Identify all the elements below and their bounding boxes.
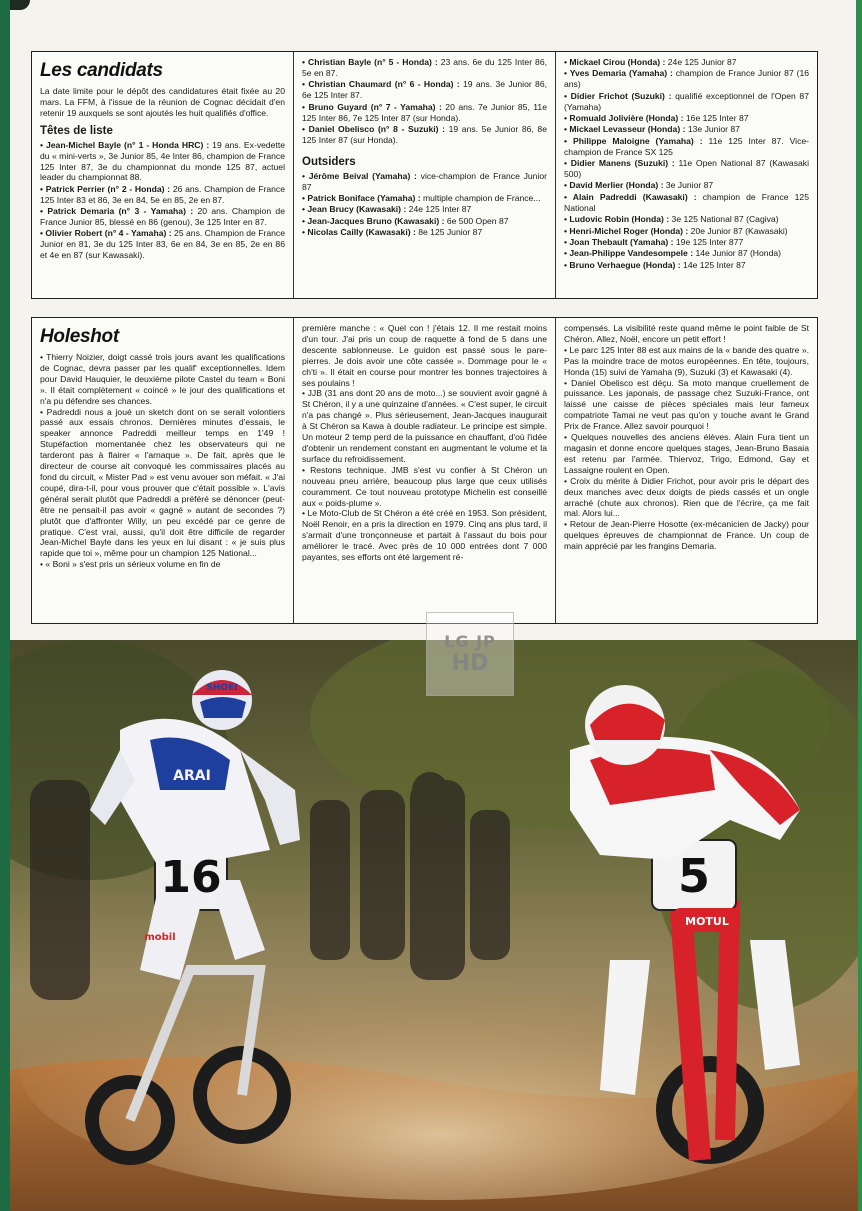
- tetes-de-liste-title: Têtes de liste: [40, 124, 113, 137]
- rider-right-plate-number: 5: [677, 849, 711, 903]
- rider-left-plate-text: mobil: [144, 932, 176, 943]
- outsider-entry: • Nicolas Cailly (Kawasaki) : 8e 125 Junior 87: [302, 227, 483, 238]
- tete-entry: • Daniel Obelisco (n° 8 - Suzuki) : 19 ans. 5e Junior 86, 8e 125 Inter 87 (sur Honda).: [302, 123, 547, 145]
- tete-entry: • Christian Chaumard (n° 6 - Honda) : 19 ans. 3e Junior 86, 6e 125 Inter 87.: [302, 79, 547, 101]
- holeshot-column-2: [293, 318, 555, 623]
- candidats-title: Les candidats: [40, 60, 163, 81]
- candidats-column-2: [293, 52, 555, 298]
- outsider-entry: • Alain Padreddi (Kawasaki) : champion de France 125 National: [564, 191, 809, 213]
- rider-right-fender-text: MOTUL: [685, 915, 729, 928]
- tete-entry: • Bruno Guyard (n° 7 - Yamaha) : 20 ans. 7e Junior 85, 11e 125 Inter 86, 7e 125 Inter 87 (sur Honda).: [302, 101, 547, 123]
- holeshot-paragraph: • JJB (31 ans dont 20 ans de moto...) se souvient avoir gagné à St Chéron, il y a une quinzaine d'années. « C'est super, le circuit n'a pas changé ». Plus sérieusement, Jean-Jacques inaugurait à St Chéron sa Kawa à double radiateur. Le principe est simple. Un moteur 2 temp perd de la puissance en chauffant, d'où l'idée d'obtenir un rendement constant en augmentant le volume et la surface du refroidissement.: [302, 388, 548, 464]
- rider-right-jersey-text: HONDA: [636, 775, 704, 794]
- holeshot-paragraph: • Quelques nouvelles des anciens élèves. Alain Fura tient un magasin et donne encore quelques stages, Jean-Bruno Basaia est retenu par l'armée. Thiervoz, Trigo, Edmond, Gay et Lassaigne roulent en Open.: [564, 432, 809, 475]
- holeshot-paragraph: première manche : « Quel con ! j'étais 12. Il me restait moins d'un tour. J'ai pris un coup de raquette à fond de 5 dans une descente sablonneuse. Le guidon est passé sous le pare-pierres. Je dois avoir une côte cassée ». Dommage pour le « ch'ti ». Il était en course pour montrer les bonnes trajectoires à ses poulains !: [302, 323, 547, 388]
- holeshot-paragraph: • Croix du mérite à Didier Frichot, pour avoir pris le départ des deux manches avec deux doigts de pieds cassés et un ongle arraché (chute aux chronos). Rien que de l'écrire, ça me fait mal. Alors lui...: [564, 475, 809, 519]
- holeshot-box: [31, 317, 818, 624]
- holeshot-paragraph: • Retour de Jean-Pierre Hosotte (ex-mécanicien de Jacky) pour quelques épreuves de championnat de France. Un coup de main apprécié par les frangins Demaria.: [564, 519, 809, 552]
- outsider-entry: • Ludovic Robin (Honda) : 3e 125 National 87 (Cagiva): [564, 214, 779, 225]
- outsider-entry: • Joan Thebault (Yamaha) : 19e 125 Inter 877: [564, 237, 744, 247]
- tete-entry: • Jean-Michel Bayle (n° 1 - Honda HRC) : 19 ans. Ex-vedette du « mini-verts », 3e Junior 85, 4e Inter 86, champion de France 125 Inter 87, 3e du championnat du monde 125 87, actuel leader du championnat 88.: [40, 139, 286, 183]
- outsider-entry: • Romuald Jolivière (Honda) : 16e 125 Inter 87: [564, 113, 749, 124]
- holeshot-paragraph: • Le parc 125 Inter 88 est aux mains de la « bande des quatre ». Pas la moindre trace de motos européennes. En tête, toujours, Honda (15) suivi de Yamaha (9), Suzuki (3) et Kawasaki (4).: [564, 344, 809, 377]
- outsider-entry: • Jean-Jacques Bruno (Kawasaki) : 6e 500 Open 87: [302, 215, 509, 226]
- outsider-entry: • Mickael Cirou (Honda) : 24e 125 Junior 87: [564, 57, 737, 67]
- tete-entry: • Christian Bayle (n° 5 - Honda) : 23 ans. 6e du 125 Inter 86, 5e en 87.: [302, 57, 547, 78]
- outsider-entry: • Philippe Maloigne (Yamaha) : 11e 125 Inter 87. Vice-champion de France SX 125: [564, 135, 810, 157]
- rider-left-helmet-text: SHOEI: [206, 683, 238, 693]
- outsider-entry: • Henri-Michel Roger (Honda) : 20e Junior 87 (Kawasaki): [564, 225, 788, 236]
- holeshot-paragraph: • Padreddi nous a joué un sketch dont on se serait volontiers passé aux essais chronos. Dernières minutes d'essais, le speaker annonce Padreddi meilleur temps en 1'49 ! Stupéfaction momentanée chez les observateurs qui ne tarderont pas à flairer « l'arnaque ». De fait, après que le directeur de course ait convoqué les commissaires placés au fond du circuit, « Mister Pad » est venu avouer son méfait. « J'ai coupé, dira-t-il, pour vous prouver que c'était possible ». L'avis général serait plutôt que Padreddi a préféré se dénoncer (peut-être ne pensait-il pas avoir « gagné » autant de secondes ?) plutôt que d'affronter Willy, un peu excédé par ce genre de pratique. C'est vrai, aussi, qu'il doit être difficile de regarder Jean-Michel Bayle dans les yeux en lui disant : « je suis plus rapide que toi », même pour un champion 125 National...: [40, 406, 285, 559]
- outsider-entry: • Patrick Boniface (Yamaha) : multiple champion de France...: [302, 193, 541, 204]
- page-edge-left: [0, 0, 10, 1211]
- outsider-entry: • Didier Manens (Suzuki) : 11e Open National 87 (Kawasaki 500): [564, 158, 809, 180]
- tete-entry: • Patrick Demaria (n° 3 - Yamaha) : 20 ans. Champion de France Junior 85, blessé en 86 (genou), 3e 125 Inter en 87.: [40, 206, 285, 228]
- outsider-entry: • Didier Frichot (Suzuki) : qualifié exceptionnel de l'Open 87 (Yamaha): [564, 90, 809, 112]
- tete-entry: • Patrick Perrier (n° 2 - Honda) : 26 ans. Champion de France 125 Inter 83 et 86, 3e en 84, 5e en 85, 2e en 87.: [40, 183, 286, 205]
- outsider-entry: • Mickael Levasseur (Honda) : 13e Junior 87: [564, 124, 740, 135]
- rider-left-plate-number: 16: [160, 852, 222, 903]
- outsider-entry: • Bruno Verhaegue (Honda) : 14e 125 Inter 87: [564, 259, 746, 270]
- outsider-entry: • Jean-Philippe Vandesompele : 14e Junior 87 (Honda): [564, 248, 781, 259]
- holeshot-paragraph: • Restons technique. JMB s'est vu confier à St Chéron un nouveau pneu arrière, beaucoup plus large que ceux utilisés couramment. Ce tout nouveau prototype Michelin est conseillé aux « poids-plume ».: [302, 464, 547, 508]
- rider-left-jersey-text: ARAI: [173, 768, 211, 784]
- tete-entry: • Olivier Robert (n° 4 - Yamaha) : 25 ans. Champion de France Junior en 81, 3e du 125 Inter 83, 6e en 84, 3e en 85, 2e en 86 et 4e en 87 (sur Kawasaki).: [40, 228, 285, 261]
- holeshot-paragraph: compensés. La visibilité reste quand même le point faible de St Chéron. Allez, Noël, encore un petit effort !: [564, 323, 809, 344]
- holeshot-title: Holeshot: [40, 326, 119, 347]
- motocross-photo-illustration: [10, 640, 858, 1211]
- holeshot-column-1: [32, 318, 293, 623]
- outsider-entry: • Jérôme Beival (Yamaha) : vice-champion de France Junior 87: [302, 170, 548, 192]
- holeshot-column-3: [555, 318, 817, 623]
- candidats-box: [31, 51, 818, 299]
- holeshot-paragraph: • Daniel Obelisco est déçu. Sa moto manque cruellement de puissance. Les japonais, de passage chez Suzuki-France, ont laissé une caisse de pièces spéciales mais leur fameux compatriote Tamai ne veut pas qu'on y touche avant le Grand Prix de France. Allez savoir pourquoi !: [564, 377, 809, 432]
- candidats-intro: La date limite pour le dépôt des candidatures était fixée au 20 mars. La FFM, à l'issue de la réunion de Cognac décidait d'en retenir 19 auxquels se sont ajoutés les huit qualifiés d'office.: [40, 86, 285, 118]
- watermark-bottom-text: HD: [451, 651, 489, 676]
- holeshot-paragraph: • « Boni » s'est pris un sérieux volume en fin de: [40, 559, 221, 570]
- candidats-column-3: [555, 52, 817, 298]
- motocross-photo: [10, 640, 858, 1211]
- outsider-entry: • David Merlier (Honda) : 3e Junior 87: [564, 180, 714, 191]
- outsider-entry: • Jean Brucy (Kawasaki) : 24e 125 Inter 87: [302, 204, 472, 215]
- holeshot-paragraph: • Thierry Noizier, doigt cassé trois jours avant les qualifications de Cognac, devra passer par les qualif' exceptionnelles. Idem pour David Hauquier, le deuxième pilote Castel du team « Boni ». Il était complètement « coincé » le jour des qualifications et n'a pu défendre ses chances.: [40, 352, 285, 406]
- watermark-logo: [426, 612, 514, 696]
- candidats-column-1: [32, 52, 293, 298]
- outsider-entry: • Yves Demaria (Yamaha) : champion de France Junior 87 (16 ans): [564, 68, 810, 90]
- holeshot-paragraph: • Le Moto-Club de St Chéron a été créé en 1953. Son président, Noël Renoir, en a pris la direction en 1979. Cinq ans plus tard, il s'armait d'une tronçonneuse et partait à l'assaut du bois pour améliorer le tracé. Avec près de 10 000 entrées dont 7 000 payantes, ses efforts ont été largement ré-: [302, 508, 547, 563]
- outsiders-title: Outsiders: [302, 155, 356, 168]
- watermark-top-text: LG JP: [444, 632, 496, 651]
